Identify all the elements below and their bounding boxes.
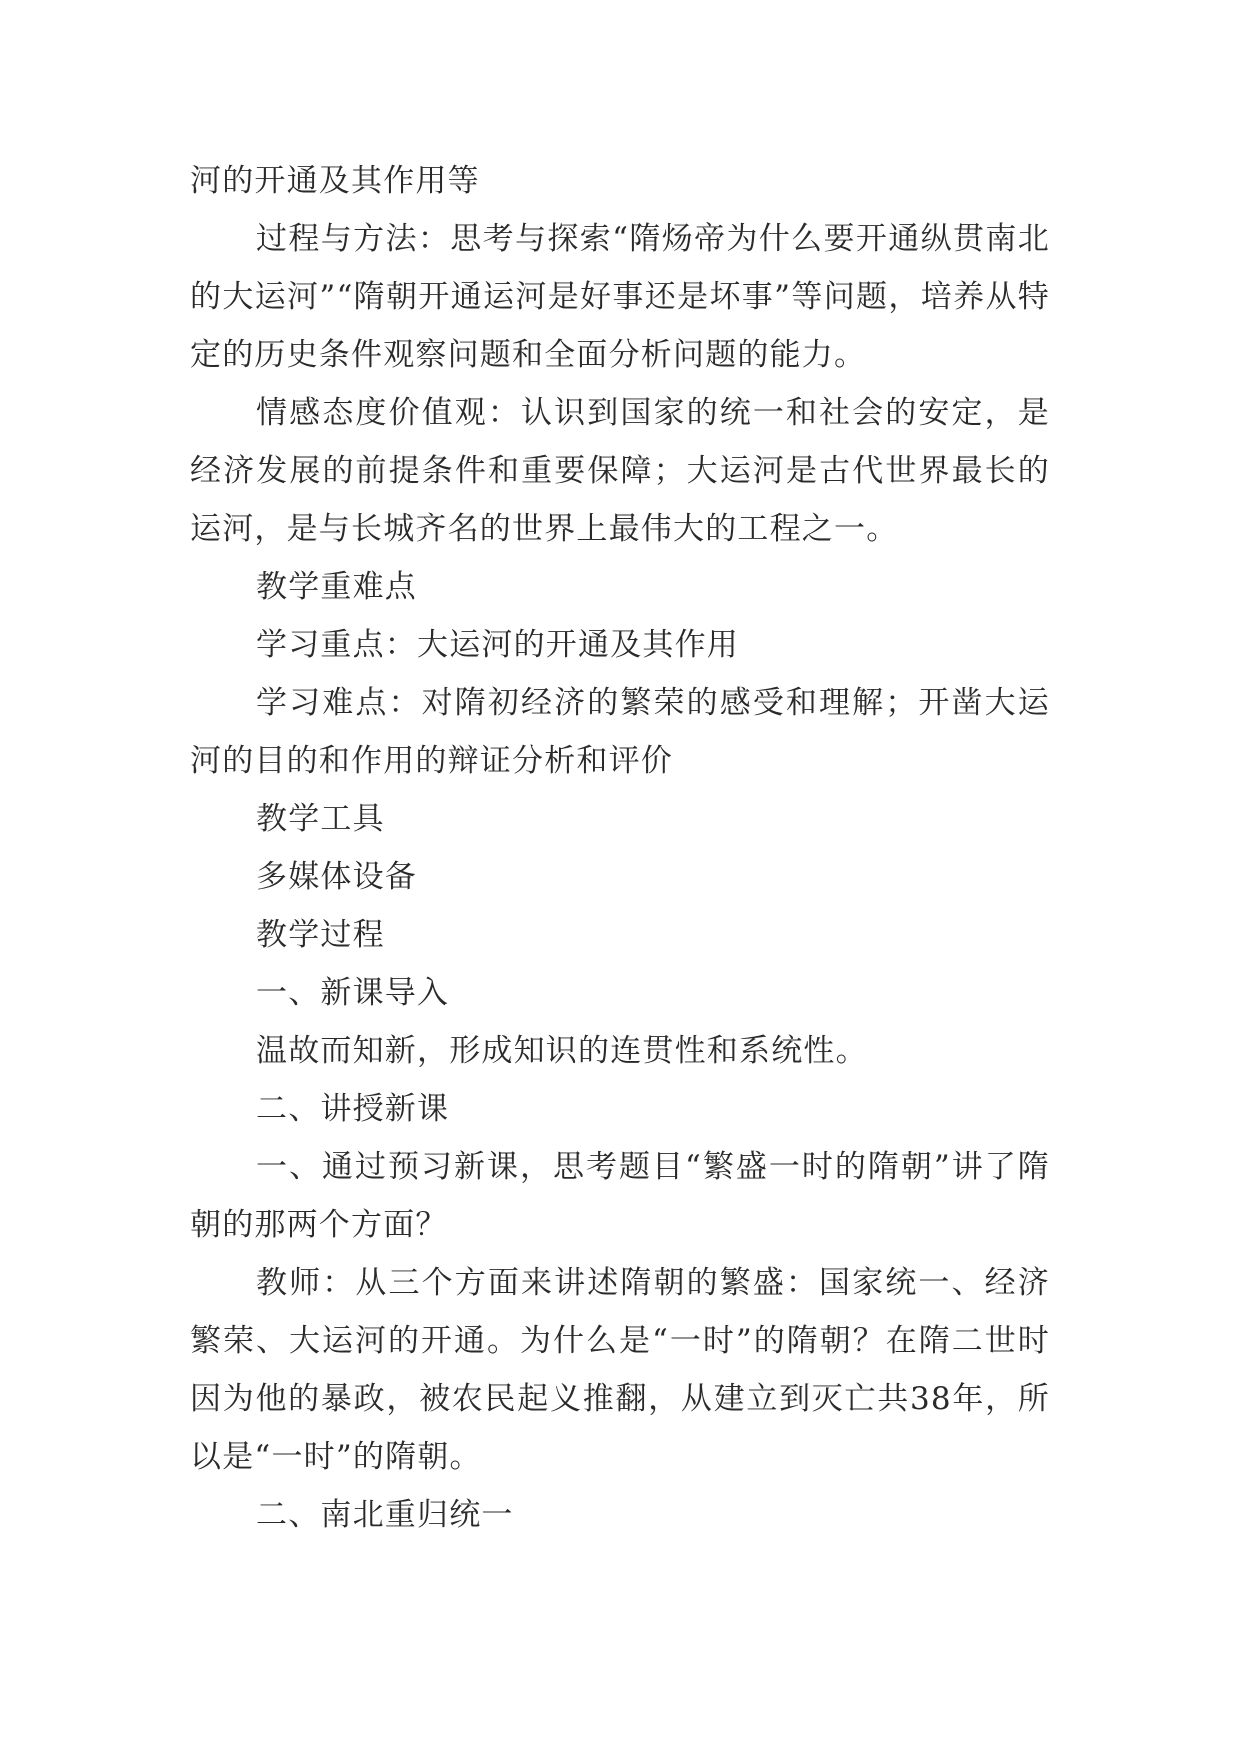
- heading-reunification: 二、南北重归统一: [256, 1497, 514, 1533]
- paragraph-difficult-point: 学习难点：对隋初经济的繁荣的感受和理解；开凿大运河的目的和作用的辩证分析和评价: [190, 685, 1050, 779]
- paragraph-teacher-explanation: 教师：从三个方面来讲述隋朝的繁盛：国家统一、经济繁荣、大运河的开通。为什么是“一时”的隋朝？在隋二世时因为他的暴政，被农民起义推翻，从建立到灭亡共38年，所以是“一时”的隋朝。: [190, 1265, 1050, 1475]
- paragraph-process-method: 过程与方法：思考与探索“隋炀帝为什么要开通纵贯南北的大运河”“隋朝开通运河是好事还是坏事”等问题，培养从特定的历史条件观察问题和全面分析问题的能力。: [190, 221, 1050, 373]
- heading-new-lesson-intro: 一、新课导入: [256, 975, 450, 1011]
- heading-key-difficulties: 教学重难点: [256, 569, 417, 605]
- heading-teach-new-lesson: 二、讲授新课: [256, 1091, 450, 1127]
- paragraph-preview-question: 一、通过预习新课，思考题目“繁盛一时的隋朝”讲了隋朝的那两个方面？: [190, 1149, 1050, 1243]
- heading-teaching-process: 教学过程: [256, 917, 385, 953]
- paragraph-multimedia: 多媒体设备: [256, 859, 417, 895]
- document-body: [190, 152, 1050, 1544]
- paragraph-emotion-values: 情感态度价值观：认识到国家的统一和社会的安定，是经济发展的前提条件和重要保障；大运河是古代世界最长的运河，是与长城齐名的世界上最伟大的工程之一。: [190, 395, 1050, 547]
- paragraph-review: 温故而知新，形成知识的连贯性和系统性。: [256, 1033, 868, 1069]
- heading-teaching-tools: 教学工具: [256, 801, 385, 837]
- paragraph-1: 河的开通及其作用等: [190, 163, 480, 199]
- paragraph-key-point: 学习重点：大运河的开通及其作用: [256, 627, 739, 663]
